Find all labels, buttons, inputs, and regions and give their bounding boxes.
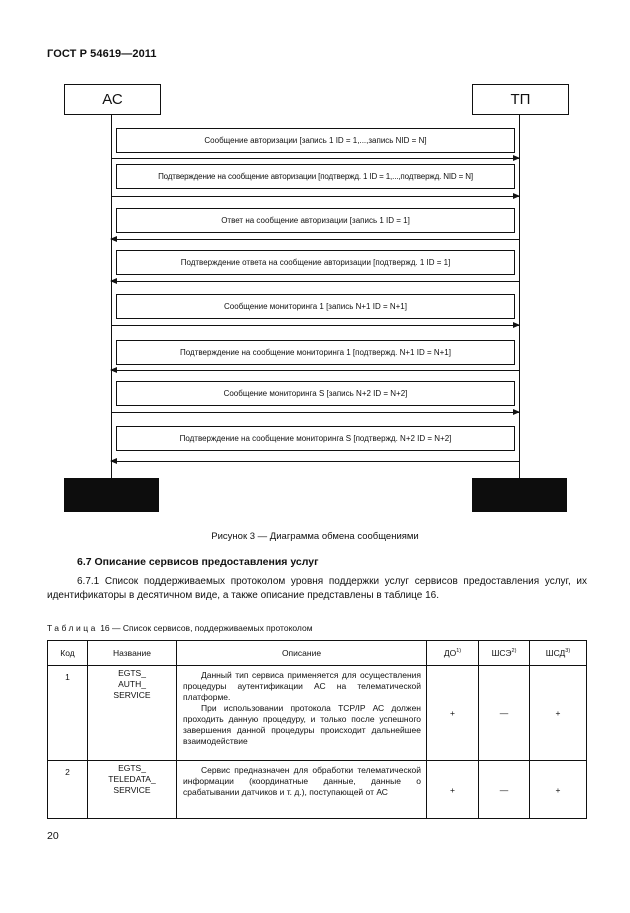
cell-code: 1 <box>48 666 88 761</box>
name-line: SERVICE <box>113 785 151 795</box>
header-do-note: 1) <box>456 648 462 654</box>
table-caption <box>47 623 313 633</box>
arrow-left <box>111 239 519 240</box>
header-do-label: ДО <box>443 648 457 658</box>
page-number: 20 <box>47 830 59 842</box>
terminator-tp <box>472 478 567 512</box>
cell-do: + <box>427 761 479 819</box>
message-text: Подтверждение на сообщение мониторинга 1 [подтвержд. N+1 ID = N+1] <box>180 348 451 357</box>
figure-caption: Рисунок 3 — Диаграмма обмена сообщениями <box>211 531 419 542</box>
entity-tp: ТП <box>472 84 569 115</box>
terminator-as <box>64 478 159 512</box>
message-box <box>116 294 515 319</box>
cell-description <box>177 666 427 761</box>
message-text: Ответ на сообщение авторизации [запись 1 ID = 1] <box>221 216 410 225</box>
cell-do: + <box>427 666 479 761</box>
cell-name <box>88 761 177 819</box>
header-shse <box>479 641 530 666</box>
message-text: Подтверждение на сообщение мониторинга S [подтвержд. N+2 ID = N+2] <box>179 434 452 443</box>
cell-description <box>177 761 427 819</box>
cell-code: 2 <box>48 761 88 819</box>
message-box <box>116 208 515 233</box>
message-text: Подтверждение на сообщение авторизации [подтвержд. 1 ID = 1,...,подтвержд. NID = N] <box>158 172 473 181</box>
description-paragraph: Сервис предназначен для обработки телематической информации (координатные данные, данные о срабатывании датчиков и т. д.), поступающей от АС <box>183 765 421 797</box>
header-name: Название <box>88 641 177 666</box>
arrow-right <box>111 196 519 197</box>
message-box <box>116 381 515 406</box>
table-header-row <box>48 641 587 666</box>
message-text: Сообщение мониторинга 1 [запись N+1 ID = N+1] <box>224 302 407 311</box>
description-paragraph: При использовании протокола TCP/IP АС должен проходить данную процедуру, и только после успешного завершения данной процедуры происходит дальнейшее взаимодействие <box>183 703 421 746</box>
cell-shsd: + <box>530 666 587 761</box>
message-box <box>116 426 515 451</box>
document-header: ГОСТ Р 54619—2011 <box>47 48 157 60</box>
cell-name <box>88 666 177 761</box>
table-caption-rest: 16 — Список сервисов, поддерживаемых протоколом <box>97 623 313 633</box>
message-box <box>116 164 515 189</box>
message-text: Сообщение мониторинга S [запись N+2 ID = N+2] <box>223 389 408 398</box>
arrow-right <box>111 412 519 413</box>
header-shse-note: 2) <box>511 648 517 654</box>
message-box <box>116 340 515 365</box>
name-line: EGTS_ <box>118 668 146 678</box>
entity-as: АС <box>64 84 161 115</box>
message-box <box>116 128 515 153</box>
lifeline-as <box>111 114 112 479</box>
section-paragraph: 6.7.1 Список поддерживаемых протоколом уровня поддержки услуг сервисов предоставления услуг, их идентификаторы в десятичном виде, а также описание представлены в таблице 16. <box>47 576 587 601</box>
message-text: Сообщение авторизации [запись 1 ID = 1,...,запись NID = N] <box>204 136 427 145</box>
table-row <box>48 761 587 819</box>
section-title: 6.7 Описание сервисов предоставления услуг <box>77 556 319 568</box>
header-do <box>427 641 479 666</box>
arrow-left <box>111 281 519 282</box>
cell-shse: — <box>479 666 530 761</box>
arrow-left <box>111 370 519 371</box>
header-shse-label: ШСЭ <box>491 648 512 658</box>
name-line: SERVICE <box>113 690 151 700</box>
table-caption-prefix: Таблица <box>47 623 98 633</box>
cell-shse: — <box>479 761 530 819</box>
arrow-right <box>111 325 519 326</box>
description-paragraph: Данный тип сервиса применяется для осуществления процедуры аутентификации АС на телематической платформе. <box>183 670 421 702</box>
table-row <box>48 666 587 761</box>
cell-shsd: + <box>530 761 587 819</box>
header-shsd <box>530 641 587 666</box>
arrow-right <box>111 158 519 159</box>
header-shsd-note: 3) <box>565 648 571 654</box>
header-shsd-label: ШСД <box>545 648 566 658</box>
header-description: Описание <box>177 641 427 666</box>
name-line: AUTH_ <box>118 679 146 689</box>
name-line: TELEDATA_ <box>108 774 156 784</box>
message-text: Подтверждение ответа на сообщение авторизации [подтвержд. 1 ID = 1] <box>180 258 451 267</box>
header-code: Код <box>48 641 88 666</box>
lifeline-tp <box>519 114 520 479</box>
services-table <box>47 640 587 819</box>
arrow-left <box>111 461 519 462</box>
name-line: EGTS_ <box>118 763 146 773</box>
message-box <box>116 250 515 275</box>
